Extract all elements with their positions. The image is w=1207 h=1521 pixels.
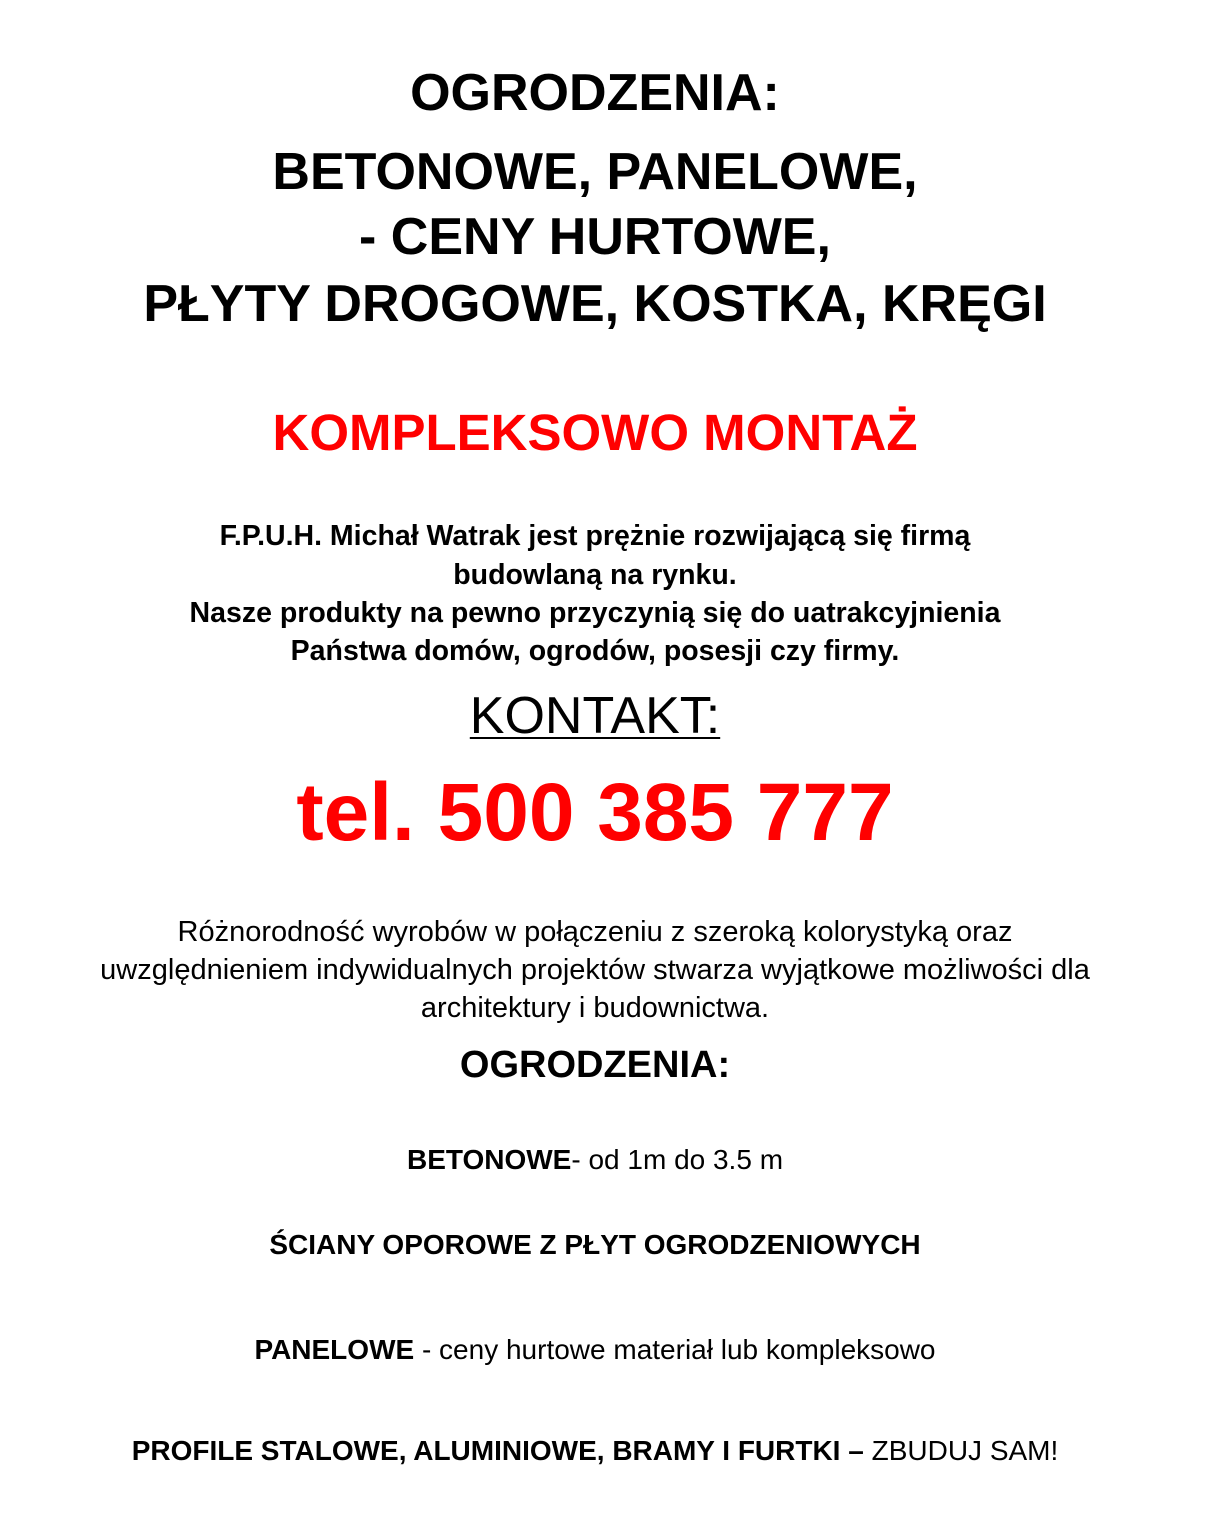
header-line-prices: - CENY HURTOWE, bbox=[359, 208, 831, 266]
offer-item-label: PROFILE STALOWE, ALUMINIOWE, BRAMY I FURTKI – bbox=[131, 1435, 864, 1466]
intro-line: F.P.U.H. Michał Watrak jest prężnie rozwijającą się firmą bbox=[219, 520, 971, 552]
offer-item-label: ŚCIANY OPOROWE Z PŁYT OGRODZENIOWYCH bbox=[269, 1229, 921, 1260]
contact-label: KONTAKT: bbox=[469, 687, 721, 745]
header-title: OGRODZENIA: bbox=[410, 64, 780, 122]
description-line: Różnorodność wyrobów w połączeniu z szeroką kolorystyką oraz bbox=[177, 916, 1013, 948]
contact-phone[interactable]: tel. 500 385 777 bbox=[296, 767, 894, 858]
offer-item-detail: ZBUDUJ SAM! bbox=[863, 1435, 1059, 1466]
offer-item-profile bbox=[0, 1433, 1190, 1469]
header-line-products: BETONOWE, PANELOWE, bbox=[272, 143, 918, 201]
offer-item-betonowe bbox=[0, 1142, 1190, 1178]
intro-line: Państwa domów, ogrodów, posesji czy firmy. bbox=[290, 635, 900, 667]
offer-item-panelowe bbox=[0, 1332, 1190, 1368]
offer-item-label: BETONOWE bbox=[406, 1144, 572, 1175]
description-line: architektury i budownictwa. bbox=[420, 992, 770, 1024]
header-line-extra-products: PŁYTY DROGOWE, KOSTKA, KRĘGI bbox=[143, 275, 1047, 333]
offer-item-detail: - od 1m do 3.5 m bbox=[571, 1144, 784, 1175]
contact-label-row bbox=[0, 686, 1190, 746]
offer-heading: OGRODZENIA: bbox=[459, 1044, 731, 1086]
offer-item-detail: - ceny hurtowe materiał lub kompleksowo bbox=[414, 1334, 936, 1365]
intro-line: Nasze produkty na pewno przyczynią się do uatrakcyjnienia bbox=[189, 597, 1001, 629]
intro-line: budowlaną na rynku. bbox=[453, 559, 737, 591]
offer-item-sciany bbox=[0, 1227, 1190, 1263]
description-line: uwzględnieniem indywidualnych projektów stwarza wyjątkowe możliwości dla bbox=[100, 954, 1090, 986]
offer-item-label: PANELOWE bbox=[254, 1334, 415, 1365]
highlight-headline: KOMPLEKSOWO MONTAŻ bbox=[272, 404, 918, 461]
